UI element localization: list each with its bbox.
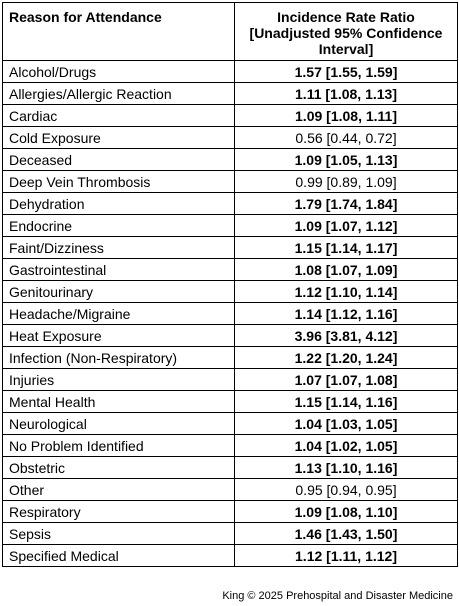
irr-cell: 1.14 [1.12, 1.16]	[235, 303, 458, 325]
table-row	[3, 259, 458, 281]
reason-cell: Sepsis	[3, 523, 235, 545]
header-irr-line1: Incidence Rate Ratio	[277, 9, 415, 25]
table-row	[3, 457, 458, 479]
table-row	[3, 325, 458, 347]
reason-cell: Mental Health	[3, 391, 235, 413]
reason-cell: Endocrine	[3, 215, 235, 237]
table-row	[3, 479, 458, 501]
table-row	[3, 523, 458, 545]
table-row	[3, 193, 458, 215]
reason-cell: Infection (Non-Respiratory)	[3, 347, 235, 369]
irr-cell: 1.09 [1.08, 1.11]	[235, 105, 458, 127]
header-irr-line3: Interval]	[318, 41, 374, 57]
header-irr-line2: [Unadjusted 95% Confidence	[249, 25, 443, 41]
irr-cell: 1.07 [1.07, 1.08]	[235, 369, 458, 391]
header-reason: Reason for Attendance	[3, 3, 235, 61]
irr-cell: 1.15 [1.14, 1.17]	[235, 237, 458, 259]
reason-cell: No Problem Identified	[3, 435, 235, 457]
reason-cell: Headache/Migraine	[3, 303, 235, 325]
irr-cell: 3.96 [3.81, 4.12]	[235, 325, 458, 347]
table-row	[3, 171, 458, 193]
irr-cell: 1.09 [1.05, 1.13]	[235, 149, 458, 171]
reason-cell: Genitourinary	[3, 281, 235, 303]
irr-cell: 1.04 [1.02, 1.05]	[235, 435, 458, 457]
irr-table	[2, 2, 458, 567]
irr-cell: 1.04 [1.03, 1.05]	[235, 413, 458, 435]
irr-cell: 1.79 [1.74, 1.84]	[235, 193, 458, 215]
reason-cell: Deceased	[3, 149, 235, 171]
table-row	[3, 413, 458, 435]
irr-table-container	[2, 2, 457, 567]
table-row	[3, 215, 458, 237]
reason-cell: Neurological	[3, 413, 235, 435]
header-irr	[235, 3, 458, 61]
table-row	[3, 303, 458, 325]
reason-cell: Specified Medical	[3, 545, 235, 567]
irr-cell: 1.15 [1.14, 1.16]	[235, 391, 458, 413]
irr-cell: 0.99 [0.89, 1.09]	[235, 171, 458, 193]
reason-cell: Respiratory	[3, 501, 235, 523]
irr-cell: 1.11 [1.08, 1.13]	[235, 83, 458, 105]
reason-cell: Cardiac	[3, 105, 235, 127]
table-row	[3, 83, 458, 105]
irr-cell: 0.56 [0.44, 0.72]	[235, 127, 458, 149]
irr-cell: 0.95 [0.94, 0.95]	[235, 479, 458, 501]
irr-cell: 1.12 [1.11, 1.12]	[235, 545, 458, 567]
irr-cell: 1.09 [1.07, 1.12]	[235, 215, 458, 237]
irr-cell: 1.57 [1.55, 1.59]	[235, 61, 458, 83]
irr-cell: 1.22 [1.20, 1.24]	[235, 347, 458, 369]
table-row	[3, 501, 458, 523]
table-row	[3, 61, 458, 83]
table-row	[3, 347, 458, 369]
irr-cell: 1.12 [1.10, 1.14]	[235, 281, 458, 303]
reason-cell: Cold Exposure	[3, 127, 235, 149]
table-header-row	[3, 3, 458, 61]
reason-cell: Gastrointestinal	[3, 259, 235, 281]
reason-cell: Other	[3, 479, 235, 501]
table-row	[3, 545, 458, 567]
irr-cell: 1.13 [1.10, 1.16]	[235, 457, 458, 479]
table-row	[3, 435, 458, 457]
reason-cell: Obstetric	[3, 457, 235, 479]
table-row	[3, 127, 458, 149]
table-row	[3, 369, 458, 391]
table-row	[3, 237, 458, 259]
table-row	[3, 105, 458, 127]
table-row	[3, 149, 458, 171]
reason-cell: Deep Vein Thrombosis	[3, 171, 235, 193]
reason-cell: Faint/Dizziness	[3, 237, 235, 259]
irr-cell: 1.08 [1.07, 1.09]	[235, 259, 458, 281]
table-row	[3, 281, 458, 303]
irr-cell: 1.46 [1.43, 1.50]	[235, 523, 458, 545]
reason-cell: Injuries	[3, 369, 235, 391]
irr-cell: 1.09 [1.08, 1.10]	[235, 501, 458, 523]
reason-cell: Allergies/Allergic Reaction	[3, 83, 235, 105]
reason-cell: Dehydration	[3, 193, 235, 215]
reason-cell: Heat Exposure	[3, 325, 235, 347]
table-row	[3, 391, 458, 413]
footer-credit: King © 2025 Prehospital and Disaster Medicine	[222, 590, 453, 602]
table-body	[3, 61, 458, 567]
reason-cell: Alcohol/Drugs	[3, 61, 235, 83]
